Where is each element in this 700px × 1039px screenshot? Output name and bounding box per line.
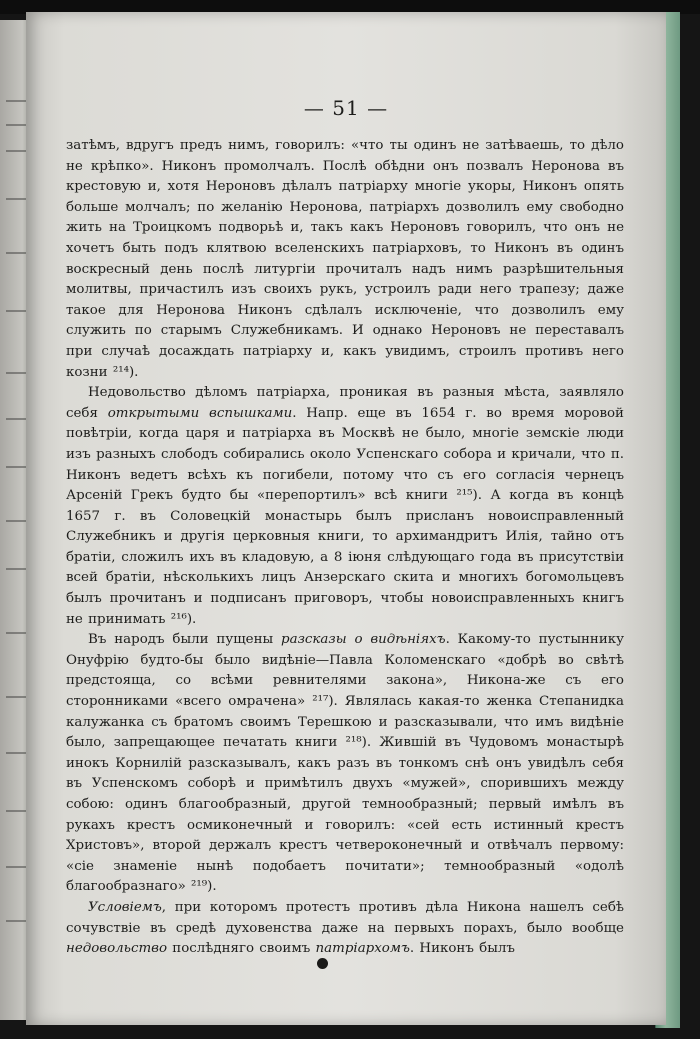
page-number: — 51 — — [303, 96, 389, 120]
book-page — [26, 12, 666, 1025]
paragraph-text: затѣмъ, вдругъ предъ нимъ, говорилъ: «что ты одинъ не затѣваешь, то дѣло не крѣпко». Никонъ промолчалъ. Послѣ обѣдни онъ позвалъ Неронова въ крестовую и, хотя Нероновъ дѣлалъ патріарху многіе укоры, Никонъ опять больше молчалъ; по желанію Неронова, патріархъ дозволилъ ему свободно жить на Троицкомъ подворьѣ и, такъ какъ Нероновъ говорилъ, что онъ не хочетъ быть подъ клятвою вселенскихъ патріарховъ, то Никонъ въ одинъ воскресный день послѣ литургіи прочиталъ надъ нимъ разрѣшительныя молитвы, причастилъ изъ своихъ рукъ, устроилъ ради него трапезу; даже такое для Неронова Никонъ сдѣлалъ исключеніе, что дозволилъ ему служить по старымъ Служебникамъ. И однако Нероновъ не переставалъ при случаѣ досаждать патріарху и, какъ увидимъ, строилъ противъ него козни ²¹⁴). — [66, 138, 624, 380]
paragraph — [66, 898, 624, 960]
emphasized-text: открытыми вспышками — [107, 405, 293, 421]
paragraph-text: . Напр. еще въ 1654 г. во время моровой повѣтріи, когда царя и патріарха въ Москвѣ не было, многіе земскіе люди изъ разныхъ слободъ собирались около Успенскаго собора и кричали, что п. Никонъ ведетъ всѣхъ къ погибели, потому что съ его согласія чернецъ Арсеній Грекъ будто бы «перепортилъ» всѣ книги ²¹⁵). А когда въ концѣ 1657 г. въ Соловецкій монастырь былъ присланъ новоисправленный Служебникъ и другія церковныя книги, то архимандритъ Илія, тайно отъ братіи, сложилъ ихъ въ кладовую, а 8 іюня слѣдующаго года въ присутствіи всей братіи, нѣсколькихъ лицъ Анзерскаго скита и многихъ богомольцевъ былъ прочитанъ и подписанъ приговоръ, чтобы новоисправленныхъ книгъ не принимать ²¹⁶). — [66, 405, 624, 627]
paragraph — [66, 630, 624, 898]
paragraph-text: Въ народъ были пущены — [88, 632, 282, 648]
emphasized-text: недовольство — [66, 941, 168, 957]
paragraph-text: , при которомъ протестъ противъ дѣла Никона нашелъ себѣ сочувствіе въ средѣ духовенства даже на первыхъ порахъ, было вообще — [66, 899, 624, 936]
emphasized-text: патріархомъ — [315, 941, 410, 957]
emphasized-text: Условіемъ — [88, 899, 162, 915]
paragraph-text: послѣдняго своимъ — [167, 941, 316, 957]
paragraph-text: . Какому-то пустыннику Онуфрію будто-бы было видѣніе—Павла Коломенскаго «добрѣ во свѣтѣ предстояща, со всѣми ревнителями закона», Никона-же съ его сторонниками «всего омрачена» ²¹⁷). Являлась какая-то женка Степанидка калужанка съ братомъ своимъ Терешкою и разсказывали, что имъ видѣніе было, запрещающее печатать книги ²¹⁸). Жившій въ Чудовомъ монастырѣ инокъ Корнилій разсказывалъ, какъ разъ въ тонкомъ снѣ онъ увидѣлъ себя въ Успенскомъ соборѣ и примѣтилъ двухъ «мужей», спорившихъ между собою: одинъ благообразный, другой темнообразный; первый имѣлъ въ рукахъ крестъ осмиконечный и говорилъ: «сей есть истинный крестъ Христовъ», второй держалъ крестъ четвероконечный и отвѣчалъ первому: «сіе знаменіе нынѣ подобаетъ почитати»; темнообразный «одолѣ благообразнаго» ²¹⁹). — [66, 632, 625, 895]
ink-spot — [317, 958, 328, 969]
paragraph-text: . Никонъ былъ — [409, 941, 515, 957]
emphasized-text: разсказы о видѣніяхъ — [281, 632, 446, 648]
paragraph-text: Недовольство дѣломъ патріарха, проникая въ разныя мѣста, заявляло себя — [66, 385, 624, 421]
paragraph — [66, 136, 624, 383]
body-text — [66, 136, 624, 960]
paragraph — [66, 383, 624, 630]
